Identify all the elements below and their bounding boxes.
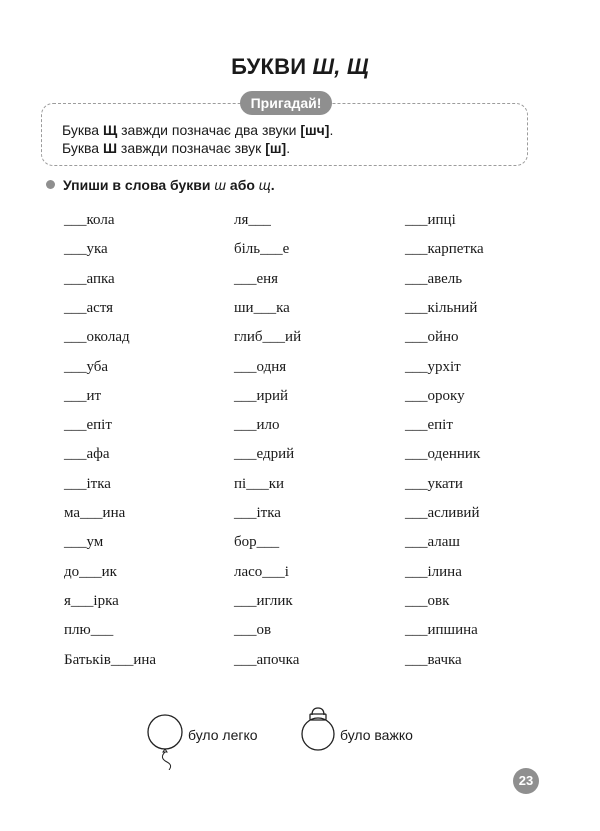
word-exercise: ___еня (234, 271, 279, 287)
task-text: Упиши в слова букви (63, 177, 215, 193)
bullet-icon (46, 180, 55, 189)
rule-shch (62, 121, 333, 139)
word-exercise: ___иглик (234, 593, 293, 609)
weight-icon (299, 706, 337, 752)
word-exercise: я___ірка (64, 593, 119, 609)
word-exercise: ___ипшина (405, 622, 478, 638)
word-exercise: до___ик (64, 564, 117, 580)
word-exercise: ___афа (64, 446, 110, 462)
title-text: БУКВИ (231, 54, 313, 79)
word-exercise: ___вачка (405, 652, 462, 668)
rule-sound: [шч] (300, 122, 330, 138)
task-letter: ш (214, 177, 227, 193)
word-exercise: ___кільний (405, 300, 478, 316)
task-text: або (226, 177, 259, 193)
task-letter: щ (258, 177, 271, 193)
remember-badge: Пригадай! (240, 91, 332, 115)
rule-text: . (286, 140, 291, 156)
word-exercise: ___ипці (405, 212, 456, 228)
word-exercise: ___алаш (405, 534, 460, 550)
word-exercise: глиб___ий (234, 329, 302, 345)
word-exercise: ___ит (64, 388, 102, 404)
word-exercise: ма___ина (64, 505, 126, 521)
word-exercise: плю___ (64, 622, 114, 638)
word-exercise: ___уба (64, 359, 109, 375)
word-exercise: ___ов (234, 622, 272, 638)
word-exercise: ___ило (234, 417, 280, 433)
word-exercise: ___ілина (405, 564, 462, 580)
word-exercise: ___ирий (234, 388, 289, 404)
word-exercise: ___епіт (405, 417, 453, 433)
word-exercise: бор___ (234, 534, 280, 550)
word-exercise: ___епіт (64, 417, 112, 433)
rule-text: Буква (62, 122, 103, 138)
word-exercise: біль___е (234, 241, 290, 257)
word-exercise: ___асливий (405, 505, 480, 521)
word-exercise: пі___ки (234, 476, 285, 492)
word-exercise: ласо___і (234, 564, 289, 580)
rule-letter: Ш (102, 140, 118, 156)
word-exercise: ___кола (64, 212, 115, 228)
rule-text: Буква (62, 140, 103, 156)
rule-sound: [ш] (265, 140, 287, 156)
word-exercise: ___укати (405, 476, 463, 492)
word-exercise: ___авель (405, 271, 463, 287)
mood-hard-label: було важко (340, 727, 413, 743)
balloon-icon (146, 708, 186, 770)
word-exercise: ___карпетка (405, 241, 484, 257)
word-exercise: ___апка (64, 271, 115, 287)
word-exercise: ___одня (234, 359, 287, 375)
word-exercise: ___едрий (234, 446, 295, 462)
task-instruction (46, 177, 275, 193)
word-exercise: ___околад (64, 329, 130, 345)
rule-letter: Щ (102, 122, 118, 138)
task-text: . (270, 177, 275, 193)
word-exercise: ___урхіт (405, 359, 461, 375)
rule-text: завжди позначає звук (117, 140, 266, 156)
word-exercise: ___ороку (405, 388, 465, 404)
word-exercise: ___апочка (234, 652, 300, 668)
word-exercise: ля___ (234, 212, 271, 228)
mood-easy-label: було легко (188, 727, 258, 743)
word-exercise: ___ітка (234, 505, 281, 521)
word-exercise: ___ойно (405, 329, 459, 345)
rule-text: завжди позначає два звуки (117, 122, 301, 138)
word-exercise: ___ука (64, 241, 108, 257)
word-exercise: ___ум (64, 534, 104, 550)
word-exercise: ___оденник (405, 446, 481, 462)
word-exercise: ___астя (64, 300, 114, 316)
word-exercise: ___ітка (64, 476, 111, 492)
page-title (0, 54, 600, 80)
title-letters: Ш, Щ (312, 54, 369, 79)
page-number: 23 (513, 768, 539, 794)
word-exercise: ___овк (405, 593, 450, 609)
rule-sh (62, 139, 290, 157)
rule-text: . (329, 122, 334, 138)
word-exercise: Батьків___ина (64, 652, 157, 668)
word-exercise: ши___ка (234, 300, 290, 316)
